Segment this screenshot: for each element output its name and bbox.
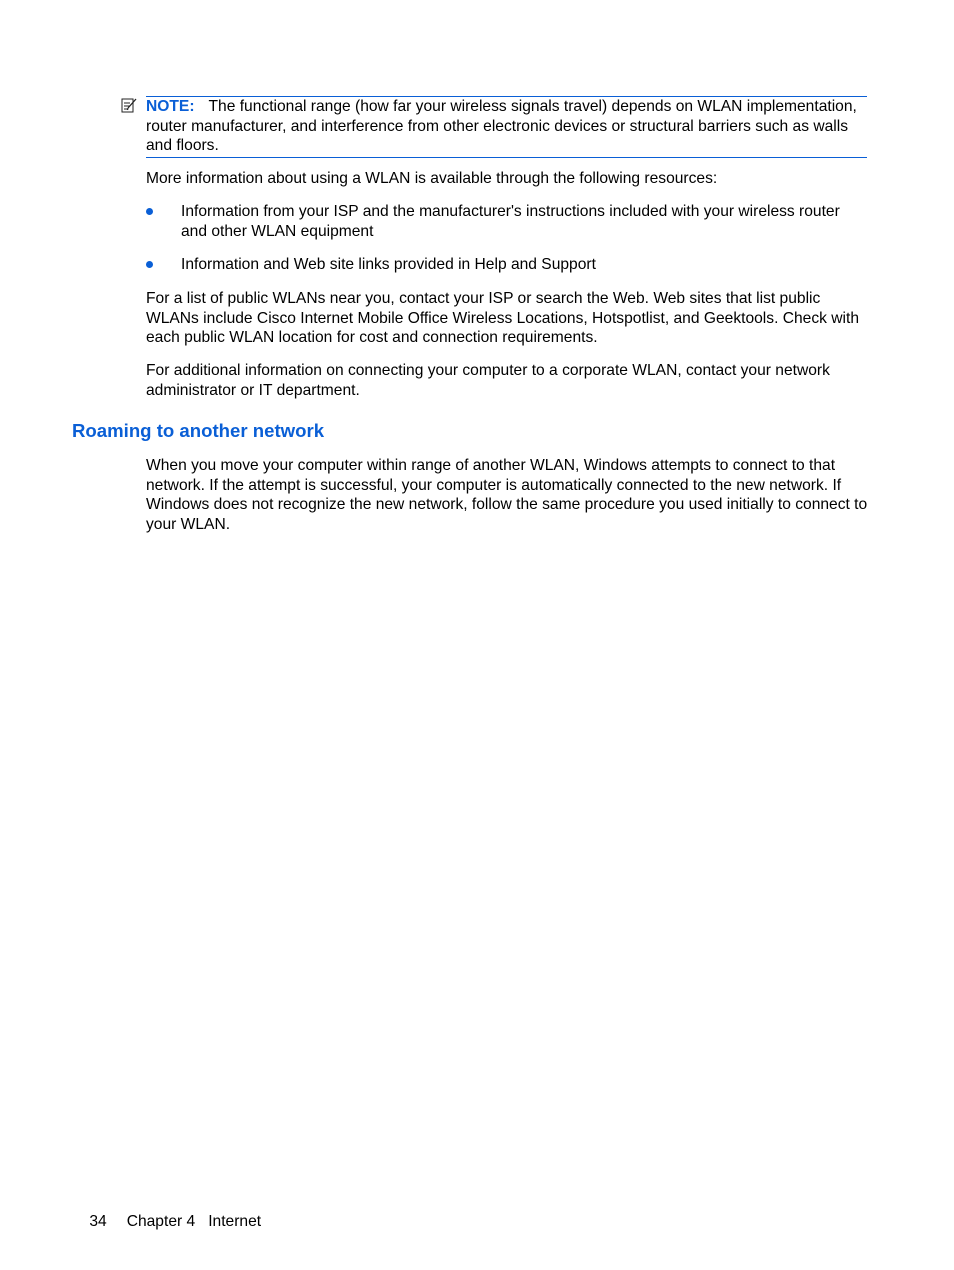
bullet-text: Information from your ISP and the manufacturer's instructions included with your wireless router and other WLAN equipment <box>181 203 840 240</box>
footer-chapter-title: Internet <box>208 1212 262 1230</box>
footer-chapter: Chapter 4 <box>126 1212 196 1230</box>
paragraph-corporate-wlan: For additional information on connecting your computer to a corporate WLAN, contact your network administrator or IT department. <box>146 362 830 399</box>
page-footer <box>72 1192 261 1251</box>
bullet-text: Information and Web site links provided in Help and Support <box>181 256 596 273</box>
list-item <box>146 255 868 275</box>
note-box <box>146 96 867 158</box>
page-number: 34 <box>89 1212 107 1230</box>
list-item <box>146 202 868 241</box>
section-heading: Roaming to another network <box>72 420 325 441</box>
note-text: The functional range (how far your wireless signals travel) depends on WLAN implementation, router manufacturer, and interference from other electronic devices or structural barriers such as walls and floors. <box>146 98 857 155</box>
paragraph-public-wlans: For a list of public WLANs near you, contact your ISP or search the Web. Web sites that list public WLANs include Cisco Internet Mobile Office Wireless Locations, Hotspotlist, and Geektools. Check with each public WLAN location for cost and connection requirements. <box>146 290 859 347</box>
bullet-icon <box>146 208 153 215</box>
note-label: NOTE: <box>146 98 195 115</box>
note-pencil-icon <box>120 96 138 114</box>
intro-paragraph: More information about using a WLAN is available through the following resources: <box>146 170 718 187</box>
bullet-icon <box>146 261 153 268</box>
section-paragraph: When you move your computer within range of another WLAN, Windows attempts to connect to that network. If the attempt is successful, your computer is automatically connected to the new network. If Windows does not recognize the new network, follow the same procedure you used initially to connect to your WLAN. <box>146 457 868 533</box>
